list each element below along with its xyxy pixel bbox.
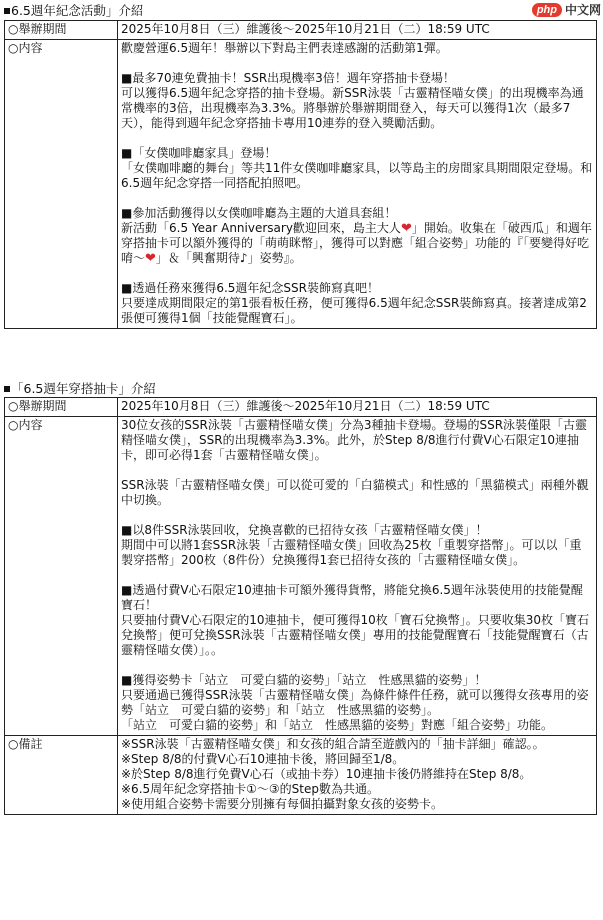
section1-table (4, 20, 597, 329)
table-row (5, 736, 597, 815)
paragraph: 「女僕咖啡廳的舞台」等共11件女僕咖啡廳家具，以等島主的房間家具期間限定登場。和6.5週年紀念穿搭一同搭配拍照吧。 (121, 161, 593, 190)
section1-title: 6.5週年紀念活動」介紹 (4, 3, 143, 18)
logo-text: 中文网 (564, 2, 601, 17)
paragraph-heading: ■參加活動獲得以女僕咖啡廳為主題的大道具套組！ (121, 206, 397, 220)
bullet-square-icon (4, 8, 10, 14)
note: ※6.5周年紀念穿搭抽卡①～③的Step數為共通。 (121, 782, 379, 796)
paragraph: 只要抽付費V心石限定的10連抽卡，便可獲得10枚「寶石兌換幣」。只要收集30枚「寶石兌換幣」便可兌換SSR泳裝「古靈精怪喵女僕」專用的技能覺醒寶石「技能覺醒寶石（古靈精怪喵女僕）」。。 (121, 613, 590, 657)
content-label: ○内容 (5, 40, 118, 329)
notes-cell (118, 736, 597, 815)
text-run: 」開始。收集在「破西瓜」和週年穿搭抽卡可以額外獲得的「萌萌眯幣」，獲得可以對應「組合姿勢」功能的『「要變得好吃唷～ (121, 221, 592, 265)
paragraph: 30位女孩的SSR泳裝「古靈精怪喵女僕」分為3種抽卡登場。登場的SSR泳裝僅限「古靈精怪喵女僕」，SSR的出現機率為3.3%。此外，於Step 8/8進行付費V心石限定10連抽卡，即可必得1套「古靈精怪喵女僕」。 (121, 418, 588, 462)
bullet-square-icon (4, 386, 10, 392)
paragraph: 只要通過已獲得SSR泳裝「古靈精怪喵女僕」為條件條件任務，就可以獲得女孩專用的姿勢「站立 可愛白貓的姿勢」和「站立 性感黑貓的姿勢」。 (121, 688, 589, 717)
paragraph-heading: ■透過任務來獲得6.5週年紀念SSR裝飾寫真吧！ (121, 281, 379, 295)
paragraph: 期間中可以將1套SSR泳裝「古靈精怪喵女僕」回收為25枚「重製穿搭幣」。可以以「重製穿搭幣」200枚（8件份）兌換獲得1套已招待女孩的「古靈精怪喵女僕」。 (121, 538, 582, 567)
notes-label: ○備註 (5, 736, 118, 815)
note: ※Step 8/8的付費V心石10連抽卡後，將回歸至1/8。 (121, 752, 405, 766)
table-row (5, 398, 597, 417)
period-label: ○舉辦期間 (5, 398, 118, 417)
section2-title: 「6.5週年穿搭抽卡」介紹 (4, 381, 156, 396)
paragraph-heading: ■以8件SSR泳裝回收，兌換喜歡的已招待女孩「古靈精怪喵女僕」！ (121, 523, 488, 537)
note: ※SSR泳裝「古靈精怪喵女僕」和女孩的組合請至遊戲內的「抽卡詳細」確認。。 (121, 737, 545, 751)
content-label: ○内容 (5, 417, 118, 736)
period-value: 2025年10月8日（三）維護後～2025年10月21日（二）18:59 UTC (118, 398, 597, 417)
heart-icon: ❤ (145, 251, 156, 266)
paragraph (121, 221, 593, 266)
note: ※於Step 8/8進行免費V心石（或抽卡券）10連抽卡後仍將維持在Step 8/8。 (121, 767, 532, 781)
paragraph: 「站立 可愛白貓的姿勢」和「站立 性感黑貓的姿勢」對應「組合姿勢」功能。 (121, 718, 554, 732)
site-logo[interactable] (532, 1, 601, 19)
text-run: 新活動「6.5 Year Anniversary歡迎回來，島主大人 (121, 221, 401, 235)
period-label: ○舉辦期間 (5, 21, 118, 40)
table-row (5, 40, 597, 329)
heart-icon: ❤ (400, 221, 412, 236)
paragraph: 只要達成期間限定的第1張看板任務，便可獲得6.5週年紀念SSR裝飾寫真。接著達成第2張便可獲得1個「技能覺醒寶石」。 (121, 296, 587, 325)
table-row (5, 417, 597, 736)
paragraph-heading: ■獲得姿勢卡「站立 可愛白貓的姿勢」「站立 性感黑貓的姿勢」！ (121, 673, 487, 687)
paragraph: SSR泳裝「古靈精怪喵女僕」可以從可愛的「白貓模式」和性感的「黑貓模式」兩種外觀中切換。 (121, 478, 589, 507)
table-row (5, 21, 597, 40)
text-run: 」＆「興奮期待♪」姿勢』。 (155, 251, 302, 265)
note: ※使用組合姿勢卡需要分別擁有每個拍攝對象女孩的姿勢卡。 (121, 797, 444, 811)
logo-badge: php (532, 3, 562, 17)
paragraph-heading: ■「女僕咖啡廳家具」登場！ (121, 146, 277, 160)
paragraph-heading: ■最多70連免費抽卡！SSR出現機率3倍！週年穿搭抽卡登場！ (121, 71, 455, 85)
content-cell (118, 417, 597, 736)
paragraph-heading: ■透過付費V心石限定10連抽卡可額外獲得貨幣，將能兌換6.5週年泳裝使用的技能覺醒寶石！ (121, 583, 583, 612)
paragraph: 可以獲得6.5週年紀念穿搭的抽卡登場。新SSR泳裝「古靈精怪喵女僕」的出現機率為通常機率的3倍，出現機率為3.3%。將舉辦於舉辦期間登入，每天可以獲得1次（最多7天），能得到週年紀念穿搭抽卡專用10連券的登入獎勵活動。 (121, 86, 584, 130)
section2-table (4, 397, 597, 815)
period-value: 2025年10月8日（三）維護後～2025年10月21日（二）18:59 UTC (118, 21, 597, 40)
content-cell (118, 40, 597, 329)
paragraph: 歡慶營運6.5週年！舉辦以下對島主們表達感謝的活動第1彈。 (121, 41, 448, 55)
